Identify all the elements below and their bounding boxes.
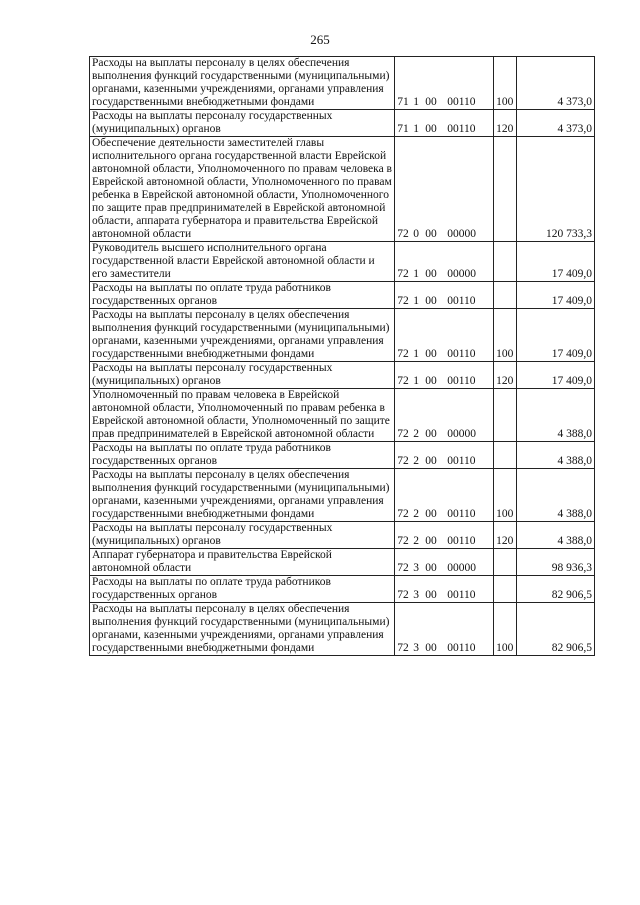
amount-cell: 82 906,5 (516, 576, 594, 603)
row-description: Аппарат губернатора и правительства Еврейской автономной области (90, 549, 395, 576)
amount-cell: 82 906,5 (516, 603, 594, 656)
code-part-c3: 00 (425, 508, 437, 520)
row-description: Расходы на выплаты по оплате труда работников государственных органов (90, 282, 395, 309)
code-part-c2: 3 (413, 562, 419, 574)
amount-cell: 17 409,0 (516, 309, 594, 362)
amount-cell: 17 409,0 (516, 282, 594, 309)
table-row (90, 282, 595, 309)
code-part-c1: 72 (397, 375, 409, 387)
row-description: Расходы на выплаты персоналу государственных (муниципальных) органов (90, 362, 395, 389)
table-row (90, 522, 595, 549)
code-part-c2: 1 (413, 295, 419, 307)
amount-cell: 4 388,0 (516, 469, 594, 522)
amount-cell: 4 373,0 (516, 57, 594, 110)
code-part-c4: 00110 (447, 348, 476, 360)
code-part-c1: 72 (397, 642, 409, 654)
code-part-c4: 00110 (447, 535, 476, 547)
expense-type-code (493, 442, 516, 469)
expense-type-code (493, 282, 516, 309)
code-part-c2: 0 (413, 228, 419, 240)
code-part-c3: 00 (425, 535, 437, 547)
table-row (90, 362, 595, 389)
code-part-c3: 00 (425, 295, 437, 307)
code-part-c4: 00000 (447, 562, 476, 574)
table-row (90, 603, 595, 656)
table-row (90, 389, 595, 442)
code-part-c4: 00110 (447, 96, 476, 108)
amount-cell: 98 936,3 (516, 549, 594, 576)
code-part-c4: 00110 (447, 508, 476, 520)
expense-type-code: 100 (493, 57, 516, 110)
code-part-c4: 00110 (447, 589, 476, 601)
expense-type-code: 100 (493, 469, 516, 522)
code-part-c3: 00 (425, 428, 437, 440)
table-row (90, 242, 595, 282)
table-row (90, 549, 595, 576)
table-row (90, 442, 595, 469)
target-article-code (395, 442, 493, 469)
code-part-c4: 00110 (447, 642, 476, 654)
code-part-c3: 00 (425, 642, 437, 654)
code-part-c2: 1 (413, 96, 419, 108)
expense-type-code: 100 (493, 309, 516, 362)
code-part-c1: 71 (397, 96, 409, 108)
row-description: Расходы на выплаты персоналу в целях обеспечения выполнения функций государственными (муниципальными) органами, казенными учреждениями, органами управления государственными внебюджетными фондами (90, 469, 395, 522)
table-row (90, 576, 595, 603)
code-part-c3: 00 (425, 96, 437, 108)
table-row (90, 57, 595, 110)
code-part-c4: 00110 (447, 123, 476, 135)
target-article-code (395, 522, 493, 549)
code-part-c3: 00 (425, 562, 437, 574)
code-part-c4: 00000 (447, 268, 476, 280)
code-part-c2: 1 (413, 123, 419, 135)
code-part-c3: 00 (425, 348, 437, 360)
target-article-code (395, 242, 493, 282)
code-part-c2: 1 (413, 375, 419, 387)
target-article-code (395, 137, 493, 242)
code-part-c2: 1 (413, 348, 419, 360)
row-description: Расходы на выплаты по оплате труда работников государственных органов (90, 576, 395, 603)
amount-cell: 120 733,3 (516, 137, 594, 242)
code-part-c2: 2 (413, 455, 419, 467)
code-part-c2: 3 (413, 642, 419, 654)
target-article-code (395, 309, 493, 362)
code-part-c1: 72 (397, 535, 409, 547)
budget-table (89, 56, 595, 656)
code-part-c2: 2 (413, 508, 419, 520)
code-part-c3: 00 (425, 268, 437, 280)
amount-cell: 4 388,0 (516, 389, 594, 442)
target-article-code (395, 389, 493, 442)
code-part-c3: 00 (425, 123, 437, 135)
expense-type-code (493, 389, 516, 442)
row-description: Расходы на выплаты персоналу в целях обеспечения выполнения функций государственными (муниципальными) органами, казенными учреждениями, органами управления государственными внебюджетными фондами (90, 57, 395, 110)
code-part-c1: 72 (397, 562, 409, 574)
row-description: Расходы на выплаты персоналу государственных (муниципальных) органов (90, 522, 395, 549)
code-part-c1: 71 (397, 123, 409, 135)
target-article-code (395, 549, 493, 576)
expense-type-code: 100 (493, 603, 516, 656)
row-description: Руководитель высшего исполнительного органа государственной власти Еврейской автономной области и его заместители (90, 242, 395, 282)
amount-cell: 4 388,0 (516, 522, 594, 549)
code-part-c4: 00110 (447, 375, 476, 387)
page-number: 265 (310, 32, 330, 47)
code-part-c3: 00 (425, 589, 437, 601)
code-part-c1: 72 (397, 589, 409, 601)
code-part-c1: 72 (397, 455, 409, 467)
target-article-code (395, 576, 493, 603)
code-part-c3: 00 (425, 375, 437, 387)
table-row (90, 110, 595, 137)
code-part-c1: 72 (397, 268, 409, 280)
amount-cell: 17 409,0 (516, 242, 594, 282)
amount-cell: 4 373,0 (516, 110, 594, 137)
row-description: Расходы на выплаты персоналу в целях обеспечения выполнения функций государственными (муниципальными) органами, казенными учреждениями, органами управления государственными внебюджетными фондами (90, 603, 395, 656)
expense-type-code (493, 242, 516, 282)
code-part-c1: 72 (397, 228, 409, 240)
code-part-c2: 3 (413, 589, 419, 601)
code-part-c1: 72 (397, 428, 409, 440)
code-part-c1: 72 (397, 295, 409, 307)
code-part-c2: 1 (413, 268, 419, 280)
row-description: Расходы на выплаты персоналу государственных (муниципальных) органов (90, 110, 395, 137)
table-row (90, 309, 595, 362)
code-part-c4: 00000 (447, 228, 476, 240)
amount-cell: 4 388,0 (516, 442, 594, 469)
target-article-code (395, 469, 493, 522)
table-row (90, 137, 595, 242)
target-article-code (395, 57, 493, 110)
code-part-c1: 72 (397, 508, 409, 520)
code-part-c3: 00 (425, 455, 437, 467)
row-description: Уполномоченный по правам человека в Еврейской автономной области, Уполномоченный по правам ребенка в Еврейской автономной области, Уполномоченный по защите прав предпринимателей в Еврейской автономной области (90, 389, 395, 442)
amount-cell: 17 409,0 (516, 362, 594, 389)
code-part-c4: 00110 (447, 295, 476, 307)
row-description: Расходы на выплаты по оплате труда работников государственных органов (90, 442, 395, 469)
table-row (90, 469, 595, 522)
target-article-code (395, 282, 493, 309)
code-part-c3: 00 (425, 228, 437, 240)
target-article-code (395, 110, 493, 137)
expense-type-code: 120 (493, 362, 516, 389)
budget-table-body (90, 57, 595, 656)
target-article-code (395, 362, 493, 389)
row-description: Расходы на выплаты персоналу в целях обеспечения выполнения функций государственными (муниципальными) органами, казенными учреждениями, органами управления государственными внебюджетными фондами (90, 309, 395, 362)
code-part-c4: 00000 (447, 428, 476, 440)
expense-type-code: 120 (493, 110, 516, 137)
code-part-c2: 2 (413, 428, 419, 440)
expense-type-code (493, 576, 516, 603)
code-part-c1: 72 (397, 348, 409, 360)
row-description: Обеспечение деятельности заместителей главы исполнительного органа государственной власти Еврейской автономной области, Уполномоченного по правам человека в Еврейской автономной области, Уполномоченного по правам ребенка в Еврейской автономной области, Уполномоченного по защите прав предпринимателей в Еврейской автономной области, аппарата губернатора и правительства Еврейской автономной области (90, 137, 395, 242)
code-part-c2: 2 (413, 535, 419, 547)
expense-type-code: 120 (493, 522, 516, 549)
code-part-c4: 00110 (447, 455, 476, 467)
target-article-code (395, 603, 493, 656)
expense-type-code (493, 137, 516, 242)
expense-type-code (493, 549, 516, 576)
